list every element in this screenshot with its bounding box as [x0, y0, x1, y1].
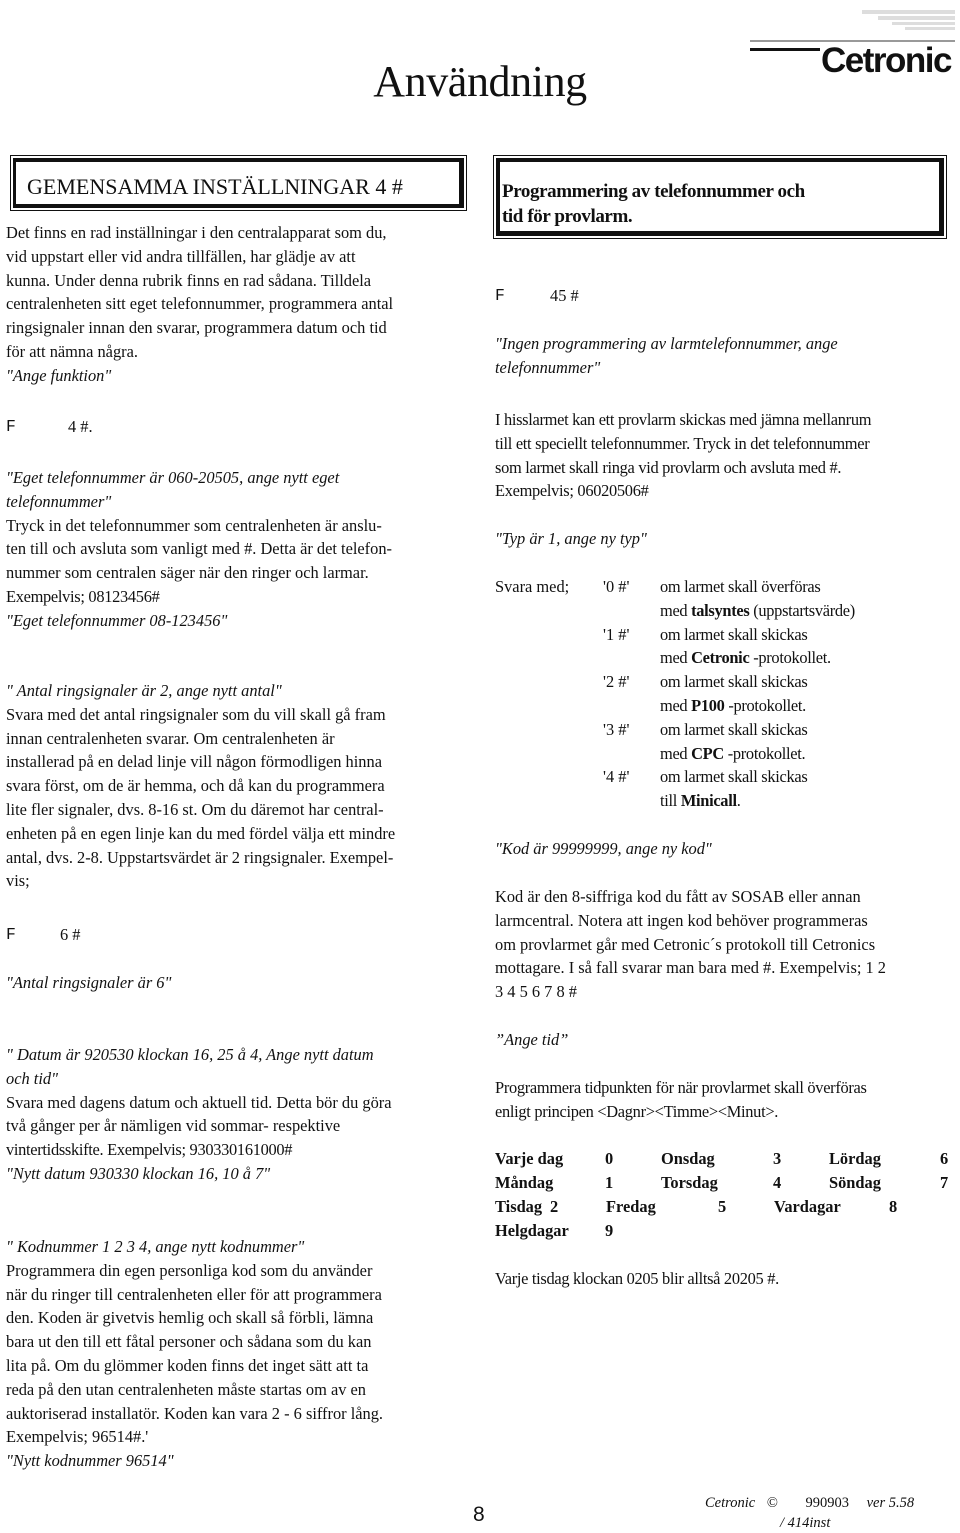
weekday-number: 4 — [773, 1173, 782, 1192]
weekday-name: Måndag — [495, 1173, 554, 1192]
type-protocol: Cetronic — [691, 648, 750, 668]
kod-block — [495, 885, 955, 1004]
weekday-name: Tisdag — [495, 1197, 543, 1216]
function-key-f: F — [6, 417, 16, 436]
text-line: Programmera din egen personliga kod som du använder — [6, 1260, 373, 1280]
text-line: enligt principen <Dagnr><Timme><Minut>. — [495, 1101, 779, 1121]
type-post: -protokollet. — [724, 695, 806, 715]
text-line: ten till och avsluta som vanligt med #. Detta är det telefon- — [6, 539, 392, 559]
tid-block — [495, 1076, 955, 1124]
prompt-text: och tid" — [6, 1068, 58, 1088]
type-code: '2 #' — [603, 672, 630, 692]
weekday-number: 1 — [605, 1173, 614, 1192]
weekday-name: Lördag — [829, 1149, 881, 1168]
weekday-number: 3 — [773, 1149, 782, 1168]
type-protocol: CPC — [691, 743, 724, 763]
weekday-name: Onsdag — [661, 1149, 715, 1168]
prompt-text: "Ange funktion" — [6, 365, 112, 385]
kodnummer-block — [6, 1235, 476, 1473]
ingen-programmering-block — [495, 332, 955, 380]
text-line: reda på den utan centralenheten måste startas om av en — [6, 1379, 366, 1399]
text-line: som larmet skall ringa vid provlarm och avsluta med #. — [495, 457, 842, 477]
weekday-name: Helgdagar — [495, 1221, 569, 1240]
section-header-provlarm — [493, 155, 947, 239]
page-number: 8 — [473, 1503, 485, 1526]
type-post: . — [736, 791, 741, 811]
result-text: "Nytt datum 930330 klockan 16, 10 å 7" — [6, 1163, 271, 1183]
weekday-row — [495, 1219, 613, 1243]
svara-med-label: Svara med; — [495, 577, 570, 596]
type-protocol: Minicall — [680, 791, 737, 811]
type-option-3 — [603, 718, 953, 766]
function-key-f: F — [495, 286, 505, 305]
type-pre: till — [660, 791, 681, 811]
type-post: -protokollet. — [749, 648, 831, 668]
example-text: Varje tisdag klockan 0205 blir alltså 20205 #. — [495, 1269, 779, 1288]
prompt-text: " Datum är 920530 klockan 16, 25 å 4, Ange nytt datum — [6, 1045, 374, 1064]
text-line: innan centralenheten svarar. Om centralenheten är — [6, 728, 335, 748]
text-line: installerad på en delad linje vill någon förmodligen hinna — [6, 752, 382, 772]
function-code: 6 # — [60, 925, 81, 944]
section-title — [497, 162, 939, 229]
type-option-0 — [603, 575, 953, 623]
text-line: Tryck in det telefonnummer som centralenheten är anslu- — [6, 515, 382, 535]
weekday-number: 0 — [605, 1149, 614, 1168]
text-line: när du ringer till centralenheten eller för att programmera — [6, 1284, 382, 1304]
type-option-4 — [603, 765, 953, 813]
prompt-text: "Eget telefonnummer är 060-20505, ange nytt eget — [6, 468, 340, 487]
type-code: '0 #' — [603, 577, 630, 596]
type-protocol: P100 — [691, 695, 725, 715]
section-title: GEMENSAMMA INSTÄLLNINGAR 4 # — [27, 174, 403, 199]
text-line: antal, dvs. 2-8. Uppstartsvärdet är 2 ringsignaler. Exempel- — [6, 847, 394, 867]
type-desc: om larmet skall skickas — [660, 624, 808, 644]
eget-telefonnummer-block — [6, 466, 476, 633]
text-line: Exempelvis; 06020506# — [495, 481, 649, 501]
text-line: för att nämna några. — [6, 341, 138, 361]
function-key-f: F — [6, 925, 16, 944]
text-line: ringsignaler innan den svarar, programmera datum och tid — [6, 318, 387, 338]
text-line: enheten på en egen linje kan du med fördel välja ett mindre — [6, 823, 396, 843]
intro-paragraph — [6, 221, 476, 388]
prompt-text: " Kodnummer 1 2 3 4, ange nytt kodnummer" — [6, 1237, 305, 1256]
text-line: larmcentral. Notera att ingen kod behöver programmeras — [495, 910, 868, 930]
prompt-text: " Antal ringsignaler är 2, ange nytt antal" — [6, 681, 282, 700]
prompt-text: "Kod är 99999999, ange ny kod" — [495, 839, 712, 858]
function-code: 4 #. — [68, 417, 93, 436]
text-line: om provlarmet går med Cetronic´s protokoll till Cetronics — [495, 934, 876, 954]
type-pre: med — [660, 648, 692, 668]
weekday-number: 6 — [940, 1149, 949, 1168]
type-pre: med — [660, 743, 692, 763]
weekday-number: 2 — [550, 1197, 559, 1216]
text-line: vid uppstart eller vid andra tillfällen, har glädje av att — [6, 246, 356, 266]
type-protocol: talsyntes — [691, 600, 750, 620]
weekday-number: 8 — [889, 1197, 898, 1216]
type-pre: med — [660, 695, 692, 715]
text-line: svara först, om de är hemma, och då kan du programmera — [6, 776, 385, 796]
type-code: '4 #' — [603, 767, 630, 787]
weekday-number: 5 — [718, 1197, 727, 1216]
text-line: Det finns en rad inställningar i den centralapparat som du, — [6, 223, 387, 242]
protocol-type-list — [603, 575, 953, 813]
section-title-line: Programmering av telefonnummer och — [502, 181, 805, 202]
text-line: vintertidsskifte. Exempelvis; 930330161000# — [6, 1140, 293, 1160]
prompt-text: "Typ är 1, ange ny typ" — [495, 529, 647, 548]
weekday-name: Fredag — [606, 1197, 656, 1216]
weekday-number: 9 — [605, 1221, 614, 1240]
weekday-name: Varje dag — [495, 1149, 564, 1168]
text-line: kunna. Under denna rubrik finns en rad sådana. Tilldela — [6, 270, 372, 290]
weekday-row — [495, 1171, 948, 1195]
text-line: nummer som centralen säger när den ringer och larmar. — [6, 563, 369, 583]
text-line: Svara med dagens datum och aktuell tid. Detta bör du göra — [6, 1092, 392, 1112]
text-line: Svara med det antal ringsignaler som du vill skall gå fram — [6, 704, 386, 724]
text-line: Programmera tidpunkten för när provlarmet skall överföras — [495, 1078, 867, 1097]
copyright-symbol: © — [766, 1495, 778, 1511]
text-line: centralenheten sitt eget telefonnummer, programmera antal — [6, 294, 394, 314]
text-line: den. Koden är givetvis hemlig och skall så förbli, lämna — [6, 1308, 374, 1328]
type-desc: om larmet skall skickas — [660, 719, 808, 739]
prompt-text: ”Ange tid” — [495, 1030, 569, 1049]
section-title-line: tid för provlarm. — [502, 206, 633, 227]
weekday-number: 7 — [940, 1173, 949, 1192]
type-pre: med — [660, 600, 692, 620]
datum-block — [6, 1043, 476, 1186]
weekday-table — [495, 1147, 955, 1243]
result-text: "Eget telefonnummer 08-123456" — [6, 610, 228, 630]
text-line: Kod är den 8-siffriga kod du fått av SOSAB eller annan — [495, 887, 861, 906]
text-line: till ett speciellt telefonnummer. Tryck in det telefonnummer — [495, 433, 870, 453]
type-desc: om larmet skall skickas — [660, 767, 808, 787]
text-line: I hisslarmet kan ett provlarm skickas med jämna mellanrum — [495, 410, 872, 429]
type-option-2 — [603, 670, 953, 718]
text-line: auktoriserad installatör. Koden kan vara 2 - 6 siffror lång. — [6, 1403, 384, 1423]
footer-version: ver 5.58 — [866, 1495, 915, 1511]
text-line: lite fler signaler, dvs. 8-16 st. Om du däremot har central- — [6, 799, 384, 819]
footer-brand: Cetronic — [705, 1495, 756, 1511]
prompt-text: telefonnummer" — [495, 357, 601, 377]
text-line: mottagare. I så fall svarar man bara med #. Exempelvis; 1 2 — [495, 958, 886, 978]
type-code: '3 #' — [603, 719, 630, 739]
text-line: 3 4 5 6 7 8 # — [495, 982, 577, 1002]
text-line: lita på. Om du glömmer koden finns det inget sätt att ta — [6, 1355, 369, 1375]
type-post: (uppstartsvärde) — [749, 600, 855, 620]
footer-info — [705, 1495, 914, 1512]
result-text: "Nytt kodnummer 96514" — [6, 1451, 174, 1471]
section-header-gemensamma — [10, 155, 467, 211]
type-post: -protokollet. — [723, 743, 806, 763]
weekday-name: Torsdag — [661, 1173, 718, 1192]
text-line: vis; — [6, 871, 30, 891]
type-option-1 — [603, 623, 953, 671]
weekday-row — [495, 1195, 897, 1219]
hisslarm-block — [495, 408, 955, 503]
result-text: "Antal ringsignaler är 6" — [6, 973, 172, 992]
logo-text: Cetronic — [821, 41, 951, 80]
weekday-row — [495, 1147, 948, 1171]
footer-code: 990903 — [805, 1495, 849, 1511]
text-line: två gånger per år nämligen vid sommar- respektive — [6, 1116, 341, 1136]
type-desc: om larmet skall skickas — [660, 672, 808, 692]
weekday-name: Söndag — [829, 1173, 881, 1192]
prompt-text: "Ingen programmering av larmtelefonnummer, ange — [495, 334, 838, 353]
function-code: 45 # — [550, 286, 579, 305]
type-code: '1 #' — [603, 624, 630, 644]
type-desc: om larmet skall överföras — [660, 577, 821, 596]
page-title: Användning — [373, 57, 587, 106]
text-line: bara ut den till ett fåtal personer och sådana som du kan — [6, 1332, 372, 1352]
footer-ref: / 414inst — [780, 1515, 831, 1531]
example-text: Exempelvis; 08123456# — [6, 586, 160, 606]
ringsignaler-block — [6, 679, 476, 893]
text-line: Exempelvis; 96514#.' — [6, 1427, 149, 1447]
weekday-name: Vardagar — [774, 1197, 841, 1216]
prompt-text: telefonnummer" — [6, 491, 112, 511]
